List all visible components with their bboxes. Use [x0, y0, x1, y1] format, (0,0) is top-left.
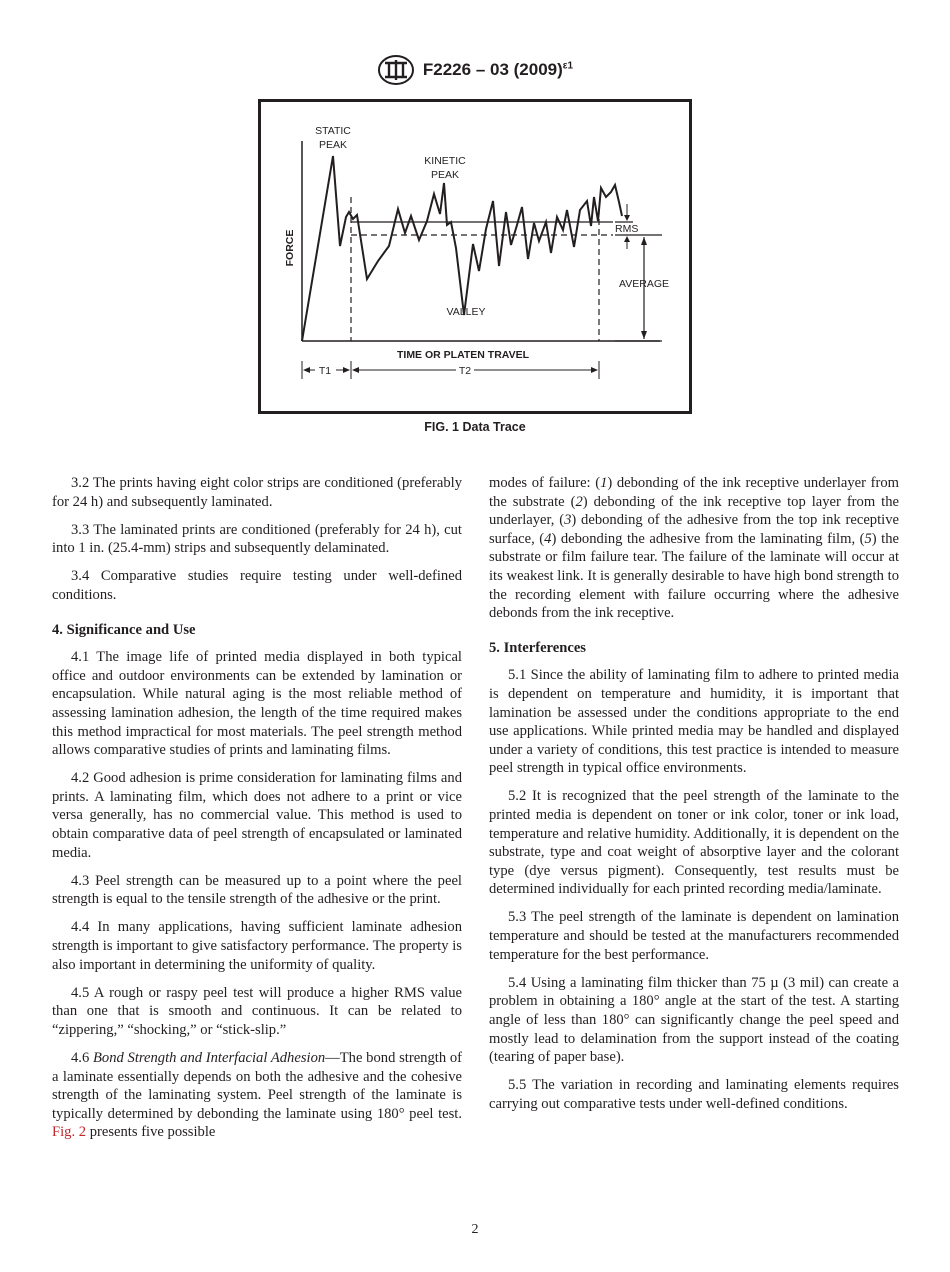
- rms-arrow-up: [624, 236, 630, 242]
- valley-label: VALLEY: [446, 306, 486, 318]
- paragraph-5-5: 5.5 The variation in recording and laminating elements requires carrying out comparative tests under well-defined conditions.: [489, 1077, 899, 1112]
- standard-designation: F2226 – 03 $(2009)^{\varepsilon 1}$: [422, 60, 574, 79]
- paragraph-5-1: 5.1 Since the ability of laminating film to adhere to printed media is dependent on temperature and humidity, it is important that lamination be assessed under the conditions appropriate to the end use applications. While printed media may be handled and displayed under a variety of conditions, this test practice is intended to measure peel strength in typical office environments.: [489, 667, 899, 777]
- data-trace-figure: [258, 99, 692, 414]
- rms-label: RMS: [615, 223, 639, 235]
- paragraph-5-3: 5.3 The peel strength of the laminate is dependent on lamination temperature and should be tested at the manufacturers recommended temperature for the best performance.: [489, 909, 899, 963]
- kinetic-peak-label-1: KINETIC: [424, 155, 466, 167]
- paragraph-5-2: 5.2 It is recognized that the peel strength of the laminate to the printed media is dependent on toner or ink color, toner or ink load, temperature and relative humidity. Additionally, it is dependent on the substrate, type and coat weight of absorptive layer and the colorant type (dye versus pigment). Consequently, test results must be determined individually for each printed recording media/laminate.: [489, 788, 899, 898]
- static-peak-label-2: PEAK: [318, 139, 348, 151]
- paragraph-3-3: 3.3 The laminated prints are conditioned (preferably for 24 h), cut into 1 in. (25.4-mm) strips and subsequently delaminated.: [52, 521, 462, 557]
- paragraph-3-2: 3.2 The prints having eight color strips are conditioned (preferably for 24 h) and subsequently laminated.: [52, 475, 462, 510]
- rms-arrow-down: [624, 215, 630, 221]
- paragraph-4-6-title: Bond Strength and Interfacial Adhesion: [92, 1049, 326, 1066]
- page-header: [0, 54, 950, 86]
- paragraph-4-6-continued: modes of failure: (1) debonding of the ink receptive underlayer from the substrate (2) debonding of the ink receptive top layer from the underlayer, (3) debonding of the adhesive from the top ink receptive surface, (4) debonding the adhesive from the laminating film, (5) the substrate or film failure tear. The failure of the laminate will occur at its weakest link. It is generally desirable to have high bond strength to the recording element with failure occurring where the adhesive debonds from the ink receptive.: [489, 475, 899, 622]
- time-axis-label: TIME OR PLATEN TRAVEL: [396, 349, 530, 361]
- section-5-heading: 5. Interferences: [489, 639, 586, 656]
- kinetic-peak-label-2: PEAK: [430, 169, 460, 181]
- paragraph-4-6: 4.6 Bond Strength and Interfacial Adhesion—The bond strength of a laminate essentially depends on both the adhesive and the cohesive strength of the laminating system. Peel strength of the laminate is typically determined by debonding the laminate using 180° peel test. Fig. 2 presents five possible: [52, 1049, 463, 1141]
- force-axis-label: FORCE: [284, 229, 296, 267]
- section-4-heading: 4. Significance and Use: [52, 621, 196, 638]
- paragraph-4-1: 4.1 The image life of printed media displayed in both typical office and outdoor environments can be extended by lamination or encapsulation. While natural aging is the most reliable method of assessing lamination adhesion, the length of the time required makes this method impractical for most materials. The peel strength method allows comparative studies of prints and laminating films.: [52, 649, 462, 759]
- figure-caption: FIG. 1 Data Trace: [424, 420, 526, 434]
- paragraph-3-4: 3.4 Comparative studies require testing under well-defined conditions.: [52, 568, 462, 603]
- t1-label: T1: [318, 365, 332, 377]
- paragraph-4-4: 4.4 In many applications, having sufficient laminate adhesion strength is important to give satisfactory performance. The property is also important in determining the uniformity of quality.: [52, 919, 462, 973]
- left-column: [52, 474, 462, 1151]
- static-peak-label-1: STATIC: [315, 125, 351, 137]
- astm-logo-icon: [377, 54, 415, 86]
- fig-2-link[interactable]: Fig. 2: [52, 1124, 87, 1141]
- paragraph-4-5: 4.5 A rough or raspy peel test will produce a higher RMS value than one that is smooth and continuous. It can be related to “zippering,” “shocking,” or “stick-slip.”: [52, 984, 462, 1038]
- t2-label: T2: [458, 365, 472, 377]
- epsilon-superscript: ε1: [562, 60, 574, 72]
- page-number: 2: [471, 1222, 479, 1237]
- average-label: AVERAGE: [619, 278, 669, 290]
- paragraph-5-4: 5.4 Using a laminating film thicker than 75 µ (3 mil) can create a problem in obtaining a 180° angle at the start of the test. A starting angle of less than 180° can significantly change the peel speed and mostly lead to delamination from the support instead of the coating (tearing of paper base).: [489, 974, 899, 1066]
- paragraph-4-3: 4.3 Peel strength can be measured up to a point where the peel strength is equal to the tensile strength of the adhesive or the print.: [52, 872, 462, 908]
- right-column: [489, 474, 899, 1123]
- paragraph-4-2: 4.2 Good adhesion is prime consideration for laminating films and prints. A laminating film, which does not adhere to a print or vice versa generally, has no commercial value. This method is used to obtain comparative data of peel strength of encapsulated or laminated media.: [52, 770, 462, 861]
